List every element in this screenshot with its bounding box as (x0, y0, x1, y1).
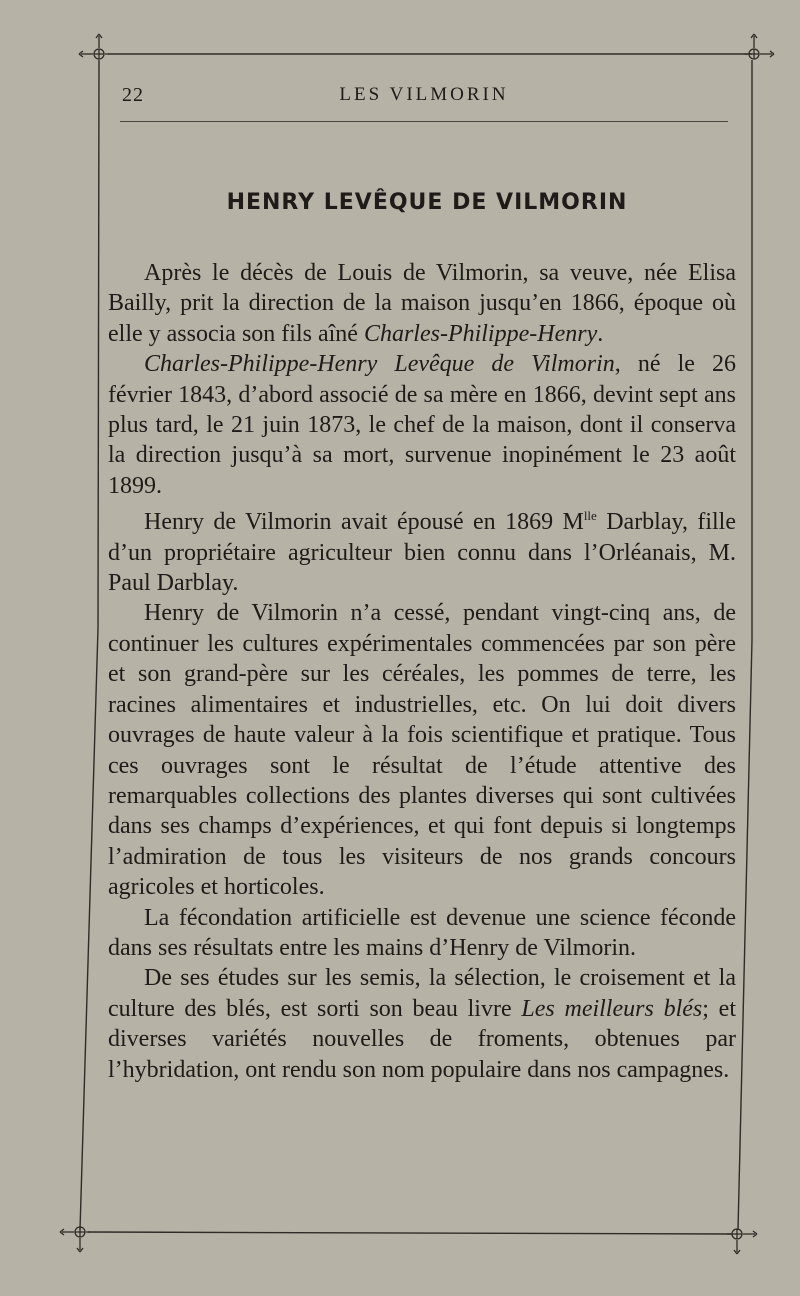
chapter-title: HENRY LEVÊQUE DE VILMORIN (226, 190, 628, 215)
corner-ornament-icon (79, 34, 109, 59)
paragraph-6-text-end: ; et diverses variétés nouvelles de froments, obtenues par l’hybridation, ont rendu son nom populaire dans nos campagnes. (108, 995, 736, 1083)
paragraph-5: La fécondation artificielle est devenue une science féconde dans ses résultats entre les mains d’Henry de Vilmorin. (108, 904, 736, 961)
paragraph-6-italic-book-title: Les meilleurs blés (521, 995, 703, 1022)
corner-ornament-icon (727, 1229, 757, 1254)
frame-left-line-lower (80, 628, 98, 1230)
corner-ornament-icon (744, 34, 774, 59)
frame-left-line-upper (98, 60, 99, 628)
paragraph-2-text: , né le 26 février 1843, d’abord associé de sa mère en 1866, devint sept ans plus tard, le 21 juin 1873, le chef de la maison, dont il conserva la direction jusqu’à sa mort, survenue inopinément le 23 août 1899. (108, 351, 736, 499)
page-number: 22 (122, 84, 144, 106)
running-head (118, 84, 730, 110)
paragraph-4: Henry de Vilmorin n’a cessé, pendant vingt-cinq ans, de continuer les cultures expérimentales commencées par son père et son grand-père sur les céréales, les pommes de terre, les racines alimentaires et industrielles, etc. On lui doit divers ouvrages de haute valeur à la fois scientifique et pratique. Tous ces ouvrages sont le résultat de l’étude attentive des remarquables collections des plantes diverses qui sont cultivées dans ses champs d’expériences, et qui font depuis si longtemps l’admiration de tous les visiteurs de nos grands concours agricoles et horticoles. (108, 600, 736, 901)
paragraph-1-text: Après le décès de Louis de Vilmorin, sa veuve, née Elisa Bailly, prit la direction de la maison jusqu’en 1866, époque où elle y associa son fils aîné (108, 260, 736, 347)
running-book-title: LES VILMORIN (339, 84, 509, 105)
paragraph-3-text: Henry de Vilmorin avait épousé en 1869 M (144, 509, 584, 536)
paragraph-6 (108, 963, 736, 1085)
paragraph-1-end: . (597, 320, 604, 347)
paragraph-3 (108, 501, 736, 598)
paragraph-3-text-end: Darblay, fille d’un propriétaire agriculteur bien connu dans l’Orléanais, M. Paul Darblay. (108, 509, 736, 597)
paragraph-2 (108, 349, 736, 501)
frame-right-line-lower (738, 640, 752, 1230)
header-rule (120, 121, 728, 122)
paragraph-1-italic-name: Charles-Philippe-Henry (363, 320, 598, 347)
paragraph-3-superscript: lle (583, 508, 597, 524)
paragraph-1 (108, 258, 736, 349)
paragraph-6-text: De ses études sur les semis, la sélection, le croisement et la culture des blés, est sorti son beau livre (108, 965, 736, 1022)
frame-bottom-line (88, 1232, 732, 1234)
body-text (108, 258, 736, 1085)
paragraph-2-italic-name: Charles-Philippe-Henry Levêque de Vilmorin (144, 351, 615, 378)
corner-ornament-icon (60, 1227, 90, 1252)
